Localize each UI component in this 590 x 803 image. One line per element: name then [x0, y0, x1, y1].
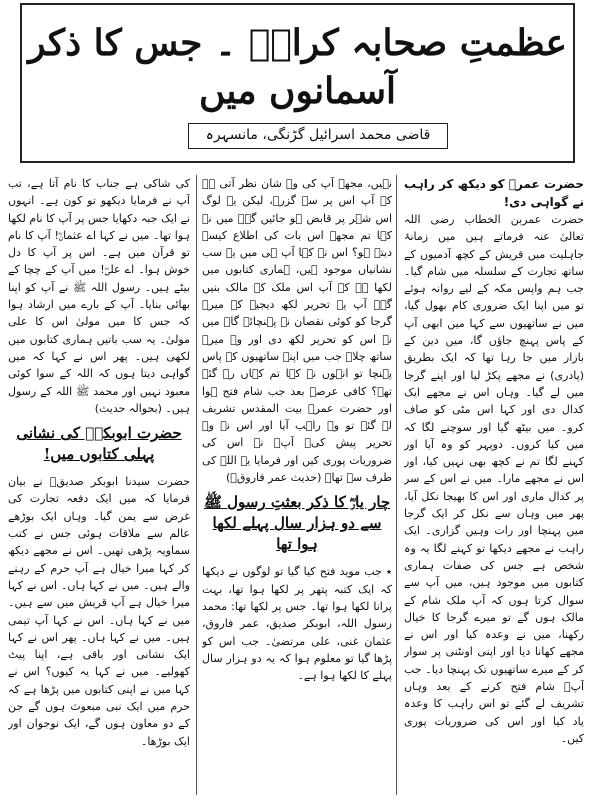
column-left [8, 175, 190, 797]
column-divider [196, 175, 197, 795]
article-text: حضرت عمربن الخطاب رضی اللہ تعالیٰ عنہ فرماتے ہیں میں زمانۂ جاہلیت میں قریش کے کچھ آدمیوں کے ساتھ تجارت کے سلسلہ میں شام گیا۔ جب ہم واپس مکہ کے لیے روانہ ہوئے تو میں اپنا ایک ضروری کام بھول گیا، میں نے ساتھیوں سے کہا میں ابھی آپ کے پاس پہنچ جاؤں گا، میں دین کے بازار میں جا رہا تھا کہ ایک بطریق (پادری) نے مجھے پکڑ لیا اور اپنے گرجا میں لے گیا۔ وہاں اس نے مجھے ایک کدال دی اور کہا اس مٹی کو صاف کرو۔ میں بیٹھ گیا اور سوچنے لگا کہ میں کیا کروں۔ دوپہر کو وہ آیا اور کہنے لگا تم نے کچھ بھی نہیں کیا، اور اس نے مجھے مارا۔ میں نے اس کے سر پر کدال ماری اور اس کا بھیجا نکل آیا، پھر میں وہاں سے نکل کر ایک گرجا میں پہنچا اور رات وہیں گزاری۔ ایک راہب نے مجھے دیکھا تو کہنے لگا یہ وہ شخص ہے جس کی صفات ہماری کتابوں میں موجود ہیں، میں آپ سے سوال کرتا ہوں کہ آپ ملک شام کے مالک ہوں گے تو میرے گرجا کا خیال رکھنا، میں نے وعدہ کیا اور اس نے مجھے کھانا دیا اور اپنی اونٹنی پر سوار کر کے میرے ساتھیوں تک پہنچا دیا۔ جب آپؓ شام فتح کرنے کے بعد وہاں تشریف لے گئے تو اس راہب کا وعدہ یاد کیا اور اس کی ضروریات پوری کیں۔ [404, 213, 584, 745]
column-divider [396, 175, 397, 795]
header-box [20, 3, 575, 163]
article-text: حضرت سیدنا ابوبکر صدیقؓ نے بیان فرمایا کہ میں ایک دفعہ تجارت کی غرض سے یمن گیا۔ وہاں ایک بوڑھے عالم سے ملاقات ہوئی جس نے کتب سماویہ پڑھی تھیں۔ اس نے مجھے دیکھ کر کہا میرا خیال ہے آپ حرم کے رہنے والے ہیں۔ میں نے کہا ہاں۔ اس نے کہا میرا خیال ہے آپ قریش میں سے ہیں۔ میں نے کہا ہاں۔ اس نے کہا آپ تیمی ہیں۔ میں نے کہا ہاں۔ پھر اس نے کہا ایک نشانی اور باقی ہے، اپنا پیٹ کھولیے۔ میں نے کہا یہ کیوں؟ اس نے کہا میں نے اپنی کتابوں میں پڑھا ہے کہ حرم میں ایک نبی مبعوث ہوں گے جن کے دو معاون ہوں گے، ایک نوجوان اور ایک بوڑھا۔ [8, 475, 190, 748]
article-text: نہیں، مجھے آپ کی وہ شان نظر آتی ہے کہ آپ اس پر سے گزرے، لیکن یہ لوگ اس شہر پر قابض ہو جائیں گے۔ میں نے کہا تم مجھے اس بات کی اطلاع کیسے دیتے ہو؟ اس نے کہا آپ ہی میں یہ سب نشانیاں موجود ہیں، ہماری کتابوں میں لکھا ہے کہ آپ اس ملک کے مالک بنیں گے۔ آپ یہ تحریر لکھ دیجیے کہ میرے گرجا کو کوئی نقصان نہ پہنچائے گا۔ میں نے اس کو تحریر لکھ دی اور وہ میرے ساتھ چلا۔ جب میں اپنے ساتھیوں کے پاس پہنچا تو انہوں نے کہا تم کہاں رہ گئے تھے؟ کافی عرصہ بعد جب شام فتح ہوا اور حضرت عمرؓ بیت المقدس تشریف لے گئے تو وہ راہب آیا اور اس نے وہ تحریر پیش کی۔ آپؓ نے اس کی ضروریات پوری کیں اور فرمایا یہ اللہ کی طرف سے تھا۔ (حدیث عمر فاروقؓ) [202, 177, 392, 485]
column-middle [202, 175, 392, 797]
author-byline: قاضی محمد اسرائیل گڑنگی، مانسہرہ [188, 123, 448, 149]
article-text: کی شاکی ہے جناب کا نام آتا ہے، تب آپ نے فرمایا دیکھو تو کون ہے۔ انہوں نے ایک جبہ دکھایا جس پر آپ کا نام لکھا ہوا تھا۔ میں نے کہا اے عثمانؓ! آپ کا نام تو قرآن میں ہے۔ اس پر آپ کا دل خوش ہوا۔ اے علیؓ! میں آپ کے چچا کے بیٹے ہیں۔ رسول اللہ ﷺ نے آپ کو اپنا بھائی بنایا۔ آپ کے بارے میں ارشاد ہوا کہ جس کا میں مولیٰ اس کا علی مولیٰ۔ یہ سب باتیں ہماری کتابوں میں لکھی ہیں۔ پھر اس نے کہا کہ میں گواہی دیتا ہوں کہ اللہ کے سوا کوئی معبود نہیں اور محمد ﷺ اللہ کے رسول ہیں۔ (بحوالہ حدیث) [8, 177, 190, 415]
article-text: ٭ جب موید فتح کیا گیا تو لوگوں نے دیکھا کہ ایک کتبہ پتھر پر لکھا ہوا تھا، بہت پرانا لکھا ہوا تھا۔ جس پر لکھا تھا: محمد رسول اللہ، ابوبکر صدیق، عمر فاروق، عثمان غنی، علی مرتضیٰ۔ جب اس کو پڑھا گیا تو معلوم ہوا کہ یہ دو ہزار سال پہلے کا لکھا ہوا ہے۔ [202, 565, 392, 683]
column-right [404, 175, 584, 797]
section-heading: حضرت عمرؓ کو دیکھ کر راہب نے گواہی دی! [404, 177, 584, 209]
section-heading: حضرت ابوبکرؓ کی نشانی پہلی کتابوں میں! [16, 424, 182, 464]
page-title: عظمتِ صحابہ کرامؓ ۔ جس کا ذکر آسمانوں میں [28, 22, 567, 112]
section-heading: چار یارؓ کا ذکر بعثتِ رسول ﷺ سے دو ہزار سال پہلے لکھا ہوا تھا [203, 493, 391, 554]
